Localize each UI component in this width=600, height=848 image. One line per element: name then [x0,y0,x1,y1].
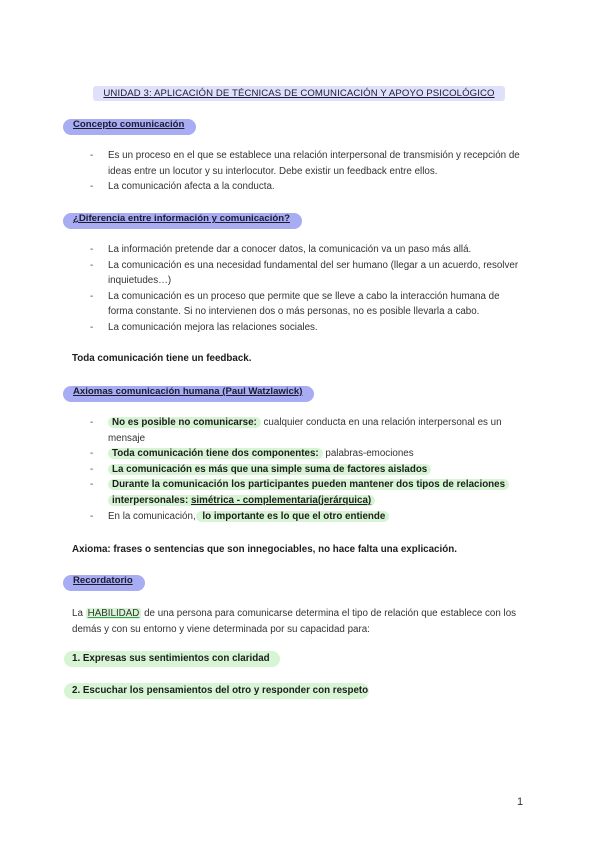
axiom-1-bold: No es posible no comunicarse: [108,417,261,428]
axiom-4-bold: Durante la comunicación los participantes pueden mantener dos tipos de relaciones interpersonales: [112,479,506,506]
heading-axiomas: Axiomas comunicación humana (Paul Watzlawick) [73,386,303,397]
axiom-2-text: palabras-emociones [322,448,414,460]
list-item: - La información pretende dar a conocer datos, la comunicación va un paso más allá. [90,242,520,258]
list-item: - Es un proceso en el que se establece una relación interpersonal de transmisión y recepción de ideas entre un locutor y su interlocutor. Debe existir un feedback entre ellos. [90,148,520,179]
point-2: 2. Escuchar los pensamientos del otro y responder con respeto [72,685,369,696]
axiom-3-bold: La comunicación es más que una simple suma de factores aislados [108,464,431,475]
recordatorio-paragraph: La HABILIDAD de una persona para comunicarse determina el tipo de relación que establece con los demás y con su entorno y viene determinada por su capacidad para: [72,608,517,635]
concepto-list [90,148,520,195]
heading-diferencia: ¿Diferencia entre información y comunicación? [73,213,290,224]
document-title-banner [93,86,505,101]
list-item: - La comunicación mejora las relaciones sociales. [90,320,520,336]
list-item: - La comunicación es una necesidad fundamental del ser humano (llegar a un acuerdo, resolver inquietudes…) [90,258,520,289]
axiom-4-underlined: simétrica - complementaria(jerárquica) [190,494,372,506]
point-1-highlight [64,651,280,667]
page-number: 1 [517,796,524,808]
habilidad-highlight: HABILIDAD [87,608,140,619]
axiom-5-text: En la comunicación, [108,510,196,522]
list-item: - La comunicación es un proceso que permite que se lleve a cabo la interacción humana de forma constante. Si no intervienen dos o más personas, no es posible llevarla a cabo. [90,289,520,320]
list-item [90,509,515,525]
list-item [90,415,515,446]
document-title: UNIDAD 3: APLICACIÓN DE TÉCNICAS DE COMUNICACIÓN Y APOYO PSICOLÓGICO [103,88,495,99]
axiom-1-text: cualquier conducta en una relación interpersonal es un mensaje [108,417,502,444]
diferencia-list [90,242,520,336]
heading-recordatorio: Recordatorio [73,575,133,586]
list-item [90,446,515,462]
point-1: 1. Expresas sus sentimientos con claridad [72,653,270,664]
axioma-definition: Axioma: frases o sentencias que son innegociables, no hace falta una explicación. [72,544,457,555]
axiomas-list [90,415,515,524]
feedback-statement: Toda comunicación tiene un feedback. [72,353,252,364]
list-item [90,477,515,508]
axiom-2-bold: Toda comunicación tiene dos componentes: [108,448,323,459]
list-item [90,462,515,478]
heading-concepto-comunicacion: Concepto comunicación [73,119,185,130]
point-2-highlight [64,683,369,699]
list-item: - La comunicación afecta a la conducta. [90,179,520,195]
axiom-5-bold: lo importante es lo que el otro entiende [196,511,390,522]
